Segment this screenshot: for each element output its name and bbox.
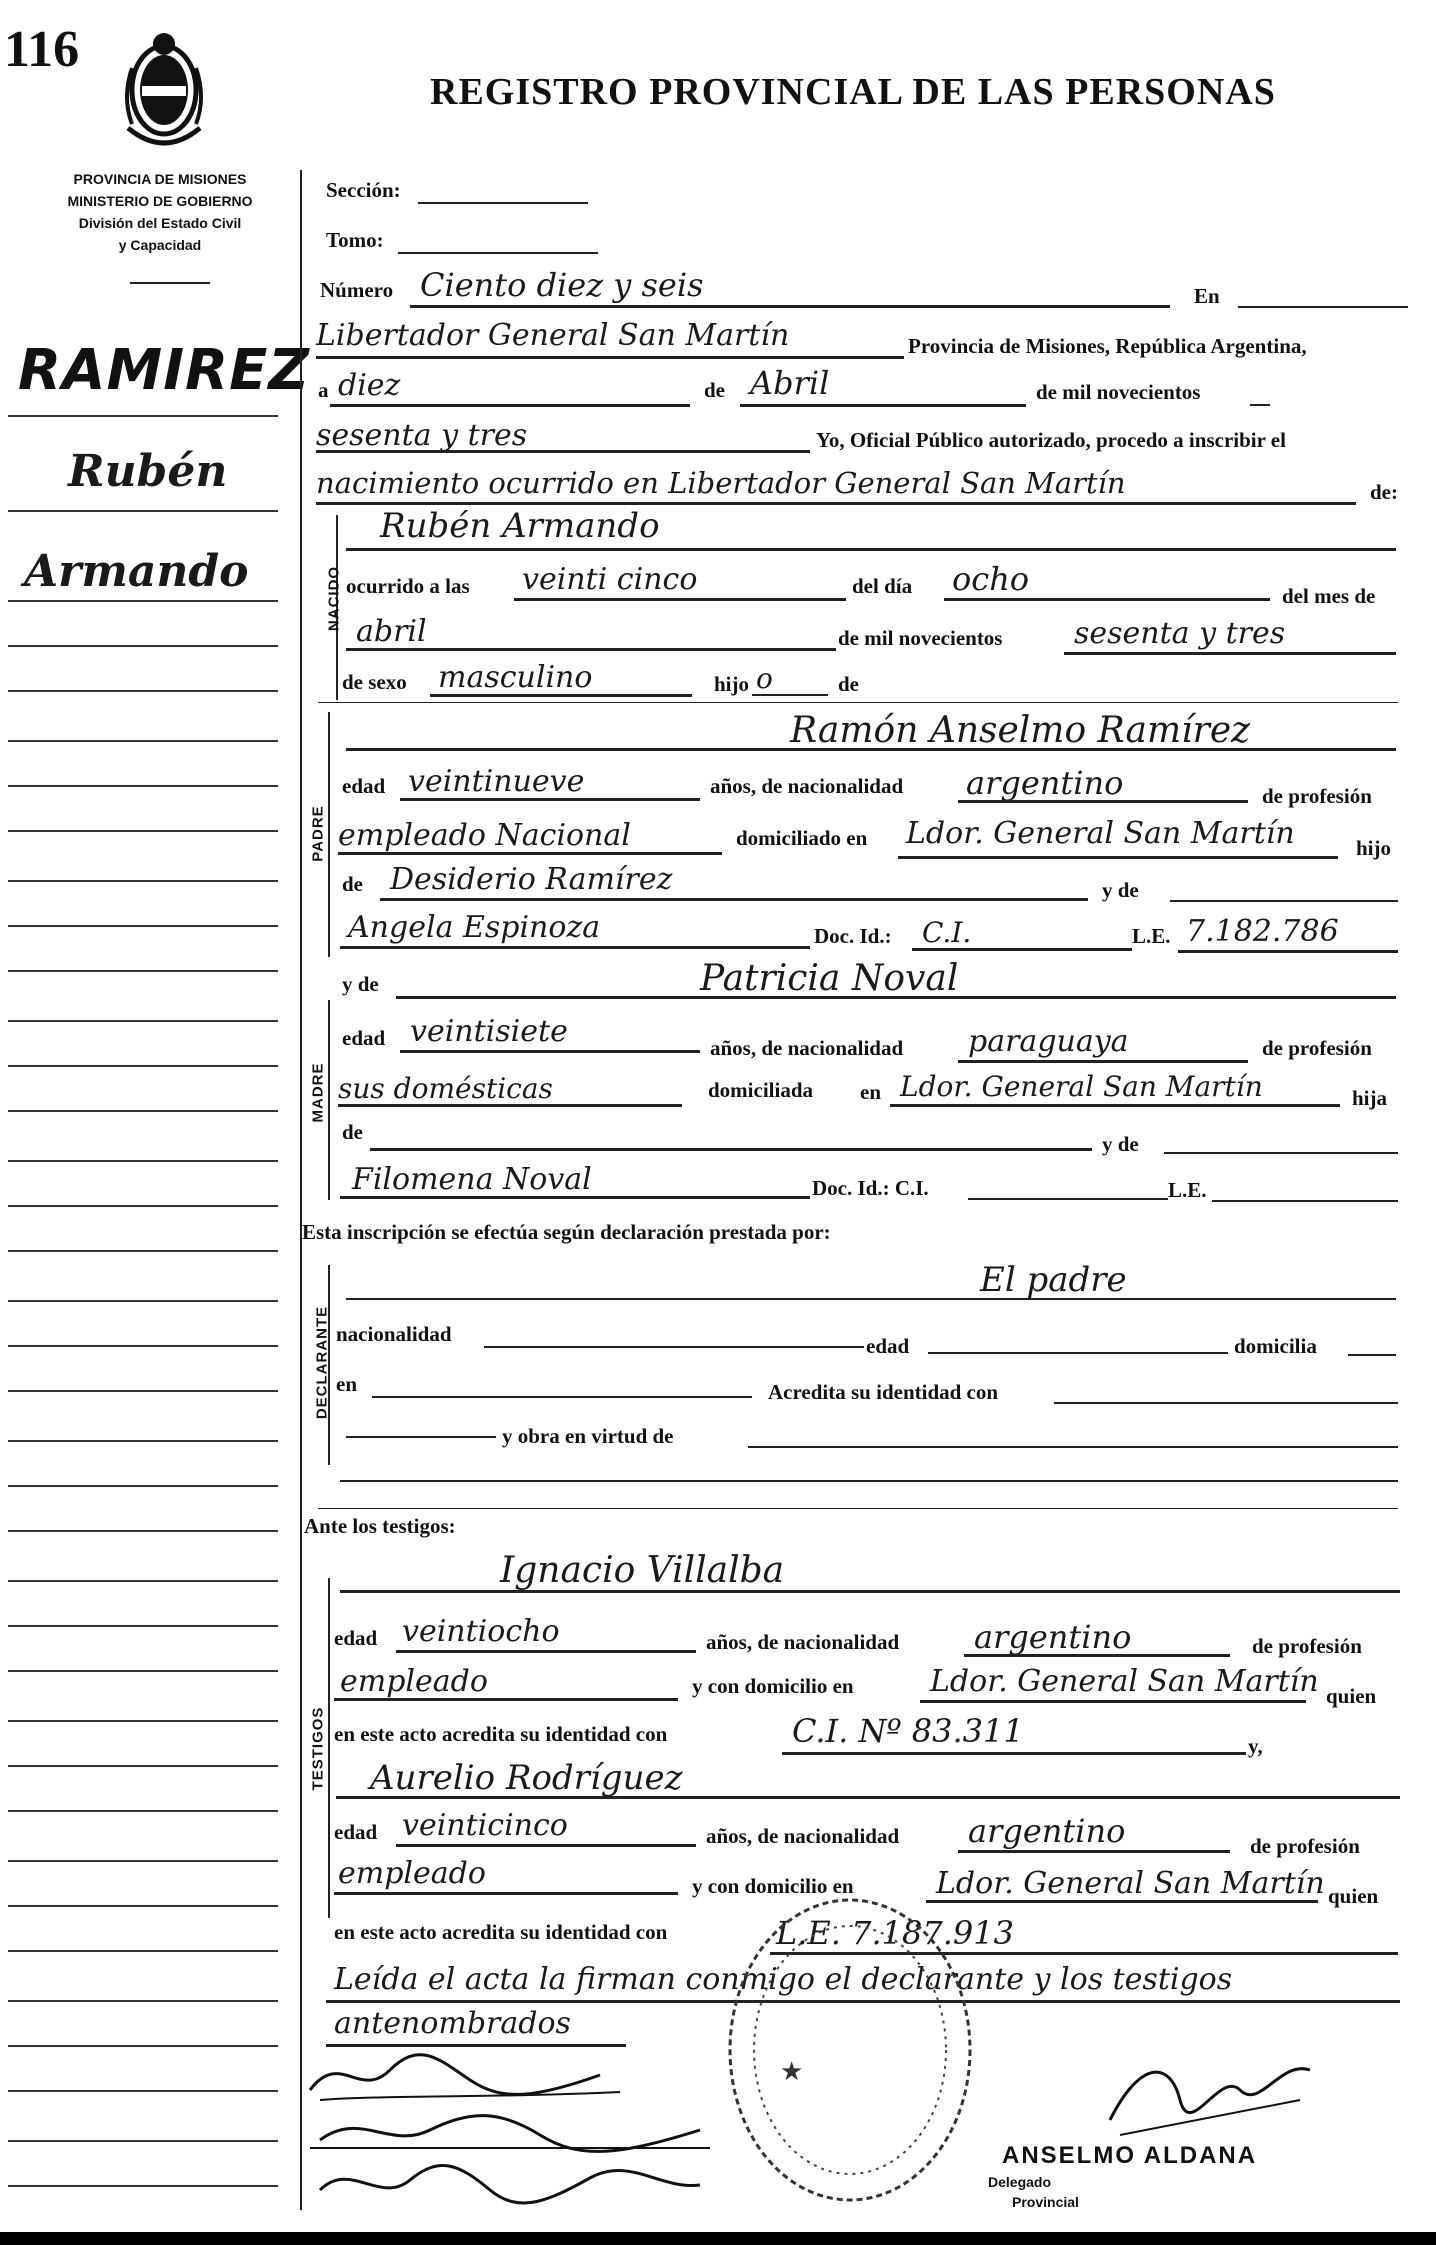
agency-ministry: MINISTERIO DE GOBIERNO	[67, 193, 253, 209]
testigos-section-label: TESTIGOS	[309, 1706, 327, 1791]
declarante-section-label: DECLARANTE	[313, 1305, 331, 1420]
del-dia-label: del día	[852, 574, 913, 598]
father-doc-label: Doc. Id.:	[814, 924, 892, 948]
birth-month-value: abril	[356, 614, 427, 649]
father-parent2-value: Angela Espinoza	[348, 910, 601, 945]
witness1-name: Ignacio Villalba	[500, 1550, 785, 1591]
birth-day-value: ocho	[952, 560, 1030, 598]
hijo-value: o	[756, 662, 773, 695]
w2-doc-value: L.E. 7.187.913	[776, 1914, 1014, 1952]
birth-year-value: sesenta y tres	[1074, 616, 1286, 651]
de-colon-label: de:	[1370, 480, 1398, 504]
child-name-value: Rubén Armando	[380, 506, 660, 546]
w2-quien-label: quien	[1328, 1884, 1379, 1908]
father-hijo-label: hijo	[1356, 836, 1392, 860]
declarante-who-value: El padre	[980, 1260, 1127, 1300]
testigos-intro: Ante los testigos:	[304, 1514, 456, 1538]
mother-name-value: Patricia Noval	[700, 958, 959, 999]
father-prof-value: empleado Nacional	[338, 818, 631, 853]
father-de-label: de	[342, 872, 363, 896]
declarante-edad-label: edad	[866, 1334, 910, 1358]
event-value: nacimiento ocurrido en Libertador General San Martín	[316, 466, 1126, 500]
w2-dom-value: Ldor. General San Martín	[936, 1866, 1325, 1901]
padre-section-label: PADRE	[309, 805, 327, 862]
birth-hour-value: veinti cinco	[522, 562, 698, 597]
father-y-de-label: y de	[1102, 878, 1139, 902]
closing-line-2: antenombrados	[334, 2006, 571, 2041]
svg-text:★: ★	[780, 2057, 804, 2087]
madre-section-label: MADRE	[309, 1062, 327, 1123]
officer-title-1: Delegado	[988, 2174, 1052, 2190]
father-le-value: 7.182.786	[1186, 914, 1339, 949]
w2-edad-label: edad	[334, 1820, 378, 1844]
margin-surname: RAMIREZ	[18, 338, 311, 403]
coat-of-arms-icon	[118, 28, 210, 160]
mother-hija-label: hija	[1352, 1086, 1388, 1110]
w1-doc-value: C.I. Nº 83.311	[792, 1712, 1024, 1750]
day-value: diez	[338, 368, 401, 403]
agency-capacity: y Capacidad	[118, 237, 202, 253]
w1-dom-label: y con domicilio en	[692, 1674, 854, 1698]
w2-nac-value: argentino	[968, 1812, 1126, 1850]
father-prof-label: de profesión	[1262, 784, 1372, 808]
mother-y-de-label: y de	[1102, 1132, 1139, 1156]
mother-edad-value: veintisiete	[410, 1014, 568, 1049]
witness2-name: Aurelio Rodríguez	[370, 1758, 683, 1798]
agency-underline	[130, 282, 210, 284]
w2-prof-value: empleado	[338, 1856, 486, 1891]
hijo-label: hijo	[714, 672, 750, 696]
w1-acto-label: en este acto acredita su identidad con	[334, 1722, 668, 1746]
w1-prof-label: de profesión	[1252, 1634, 1362, 1658]
mother-doc-label: Doc. Id.: C.I.	[812, 1176, 929, 1200]
margin-given-name-1: Rubén	[68, 446, 228, 497]
w1-quien-label: quien	[1326, 1684, 1377, 1708]
officer-name: ANSELMO ALDANA	[1002, 2142, 1258, 2169]
father-nac-value: argentino	[966, 764, 1124, 802]
w1-prof-value: empleado	[340, 1664, 488, 1699]
year-text: de mil novecientos	[1036, 380, 1201, 404]
del-mes-label: del mes de	[1282, 584, 1376, 608]
sexo-label: de sexo	[342, 670, 407, 694]
main-vertical-rule	[300, 170, 302, 2210]
en-label: En	[1194, 284, 1220, 308]
scan-footer-bar	[0, 2232, 1436, 2245]
w1-y-label: y,	[1248, 1734, 1263, 1758]
place-value: Libertador General San Martín	[316, 318, 790, 353]
margin-given-name-2: Armando	[24, 546, 249, 597]
declarant-signature	[300, 2150, 720, 2220]
agency-block	[20, 168, 300, 256]
mother-de-label: de	[342, 1120, 363, 1144]
officer-signature	[1100, 2040, 1320, 2150]
father-edad-label: edad	[342, 774, 386, 798]
mother-nac-label: años, de nacionalidad	[710, 1036, 904, 1060]
w2-prof-label: de profesión	[1250, 1834, 1360, 1858]
mother-prof-label: de profesión	[1262, 1036, 1372, 1060]
official-stamp	[700, 1880, 1000, 2220]
madre-y-de-label: y de	[342, 972, 379, 996]
date-a-label: a	[318, 378, 329, 402]
father-doc-value: C.I.	[922, 916, 972, 949]
father-edad-value: veintinueve	[408, 764, 585, 799]
w2-dom-label: y con domicilio en	[692, 1874, 854, 1898]
father-le-label: L.E.	[1132, 924, 1171, 948]
father-dom-value: Ldor. General San Martín	[906, 816, 1295, 851]
province-text: Provincia de Misiones, República Argentina,	[908, 334, 1307, 358]
ocurrido-label: ocurrido a las	[346, 574, 470, 598]
document-title: REGISTRO PROVINCIAL DE LAS PERSONAS	[430, 71, 1276, 113]
nacido-section-label: NACIDO	[325, 565, 343, 632]
w1-edad-value: veintiocho	[402, 1614, 560, 1649]
seccion-label: Sección:	[326, 178, 401, 202]
declarante-nac-label: nacionalidad	[336, 1322, 452, 1346]
w2-edad-value: veinticinco	[402, 1808, 568, 1843]
year-value: sesenta y tres	[316, 418, 528, 453]
mother-dom-en-label: en	[860, 1080, 881, 1104]
mother-edad-label: edad	[342, 1026, 386, 1050]
father-dom-label: domiciliado en	[736, 826, 868, 850]
declarante-en-label: en	[336, 1372, 357, 1396]
mother-dom-value: Ldor. General San Martín	[900, 1070, 1263, 1103]
mother-prof-value: sus domésticas	[338, 1072, 553, 1105]
officer-title-2: Provincial	[1012, 2194, 1079, 2210]
sexo-value: masculino	[438, 660, 593, 695]
birth-year-text: de mil novecientos	[838, 626, 1003, 650]
w2-acto-label: en este acto acredita su identidad con	[334, 1920, 668, 1944]
w1-edad-label: edad	[334, 1626, 378, 1650]
officer-text: Yo, Oficial Público autorizado, procedo a inscribir el	[816, 428, 1286, 452]
date-de-label: de	[704, 378, 725, 402]
father-parent1-value: Desiderio Ramírez	[390, 862, 673, 897]
tomo-label: Tomo:	[326, 228, 384, 252]
father-name-value: Ramón Anselmo Ramírez	[790, 710, 1251, 751]
w1-nac-value: argentino	[974, 1618, 1132, 1656]
w1-dom-value: Ldor. General San Martín	[930, 1664, 1319, 1699]
hijo-de-label: de	[838, 672, 859, 696]
mother-nac-value: paraguaya	[968, 1024, 1129, 1059]
folio-number: 116	[4, 21, 80, 78]
numero-label: Número	[320, 278, 394, 302]
numero-value: Ciento diez y seis	[420, 266, 704, 304]
w2-nac-label: años, de nacionalidad	[706, 1824, 900, 1848]
mother-parent2-value: Filomena Noval	[352, 1162, 592, 1197]
declarante-dom-label: domicilia	[1234, 1334, 1317, 1358]
declarante-intro: Esta inscripción se efectúa según declaración prestada por:	[302, 1220, 831, 1244]
mother-le-label: L.E.	[1168, 1178, 1207, 1202]
closing-line-1: Leída el acta la firman conmigo el declarante y los testigos	[334, 1962, 1233, 1997]
month-value: Abril	[750, 364, 830, 402]
agency-province: PROVINCIA DE MISIONES	[73, 171, 247, 187]
mother-dom-label: domiciliada	[708, 1078, 814, 1102]
declarante-obra-label: y obra en virtud de	[502, 1424, 674, 1448]
w1-nac-label: años, de nacionalidad	[706, 1630, 900, 1654]
agency-division: División del Estado Civil	[78, 215, 242, 231]
declarante-acredita-label: Acredita su identidad con	[768, 1380, 999, 1404]
father-nac-label: años, de nacionalidad	[710, 774, 904, 798]
